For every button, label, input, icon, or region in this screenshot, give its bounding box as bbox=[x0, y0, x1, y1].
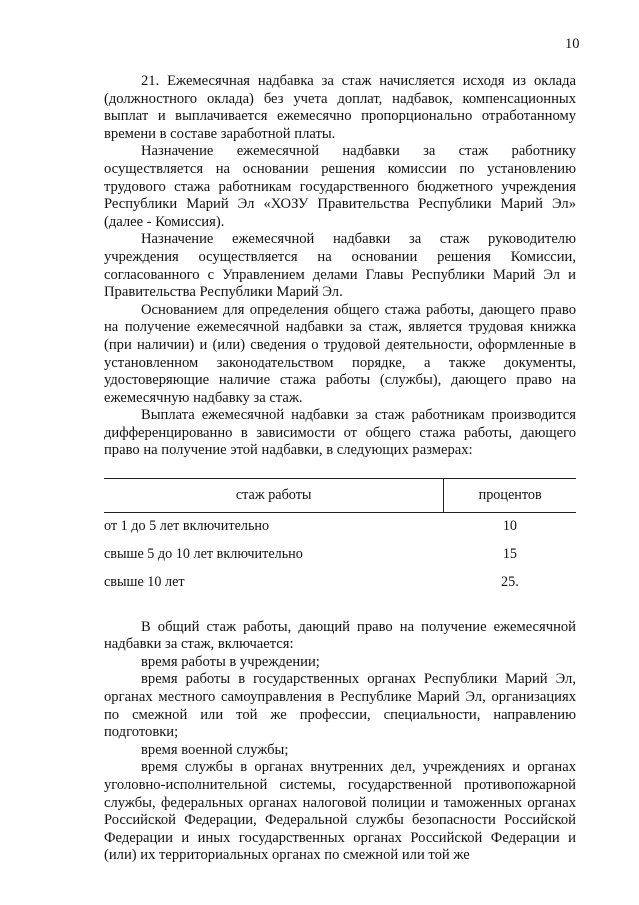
seniority-table bbox=[104, 478, 576, 597]
document-body bbox=[104, 73, 576, 865]
table-cell-percent: 25. bbox=[501, 573, 519, 590]
table-row bbox=[104, 541, 576, 569]
paragraph-basis: Основанием для определения общего стажа работы, дающего право на получение ежемесячной надбавки за стаж, является трудовая книжка (при наличии) и (или) сведения о трудовой деятельности, оформленные в установленном законодательством порядке, а также документы, удостоверяющие наличие стажа работы (службы), дающего право на ежемесячную надбавку за стаж. bbox=[104, 301, 576, 406]
paragraph-assignment-worker: Назначение ежемесячной надбавки за стаж работнику осуществляется на основании решения комиссии по установлению трудового стажа работникам государственного бюджетного учреждения Республики Марий Эл «ХОЗУ Правительства Республики Марий Эл» (далее - Комиссия). bbox=[104, 143, 576, 230]
inclusion-list bbox=[104, 619, 576, 865]
paragraph-inclusion-intro: В общий стаж работы, дающий право на получение ежемесячной надбавки за стаж, включается: bbox=[104, 618, 576, 653]
table-header-experience: стаж работы bbox=[104, 479, 444, 513]
table-cell-experience: свыше 10 лет bbox=[104, 573, 185, 590]
table-row bbox=[104, 569, 576, 597]
table-cell-experience: свыше 5 до 10 лет включительно bbox=[104, 545, 303, 562]
table-header-percent: процентов bbox=[478, 487, 542, 504]
list-item: время работы в государственных органах Республики Марий Эл, органах местного самоуправления в Республике Марий Эл, организациях по смежной или той же профессии, специальности, направлению подготовки; bbox=[104, 671, 576, 741]
list-item: время военной службы; bbox=[141, 741, 289, 758]
table-cell-percent: 10 bbox=[502, 517, 517, 534]
paragraph-assignment-head: Назначение ежемесячной надбавки за стаж руководителю учреждения осуществляется на основании решения Комиссии, согласованного с Управлением делами Главы Республики Марий Эл и Правительства Республики Марий Эл. bbox=[104, 231, 576, 301]
paragraph-21: 21. Ежемесячная надбавка за стаж начисляется исходя из оклада (должностного оклада) без учета доплат, надбавок, компенсационных выплат и выплачивается ежемесячно пропорционально отработанному времени в составе заработной платы. bbox=[104, 73, 576, 142]
table-cell-percent: 15 bbox=[502, 545, 517, 562]
paragraph-payment: Выплата ежемесячной надбавки за стаж работникам производится дифференцированно в зависимости от общего стажа работы, дающего право на получение этой надбавки, в следующих размерах: bbox=[104, 407, 576, 459]
table-row bbox=[104, 512, 576, 541]
list-item: время работы в учреждении; bbox=[141, 653, 320, 670]
table-header-row bbox=[104, 479, 576, 513]
table-cell-experience: от 1 до 5 лет включительно bbox=[104, 517, 270, 534]
page-number: 10 bbox=[565, 36, 580, 52]
list-item: время службы в органах внутренних дел, учреждениях и органах уголовно-исполнительной системы, государственной противопожарной службы, федеральных органах налоговой полиции и таможенных органах Российской Федерации, Федеральной службы безопасности Российской Федерации и иных государственных органах Российской Федерации и (или) их территориальных органах по смежной или той же bbox=[104, 759, 576, 864]
